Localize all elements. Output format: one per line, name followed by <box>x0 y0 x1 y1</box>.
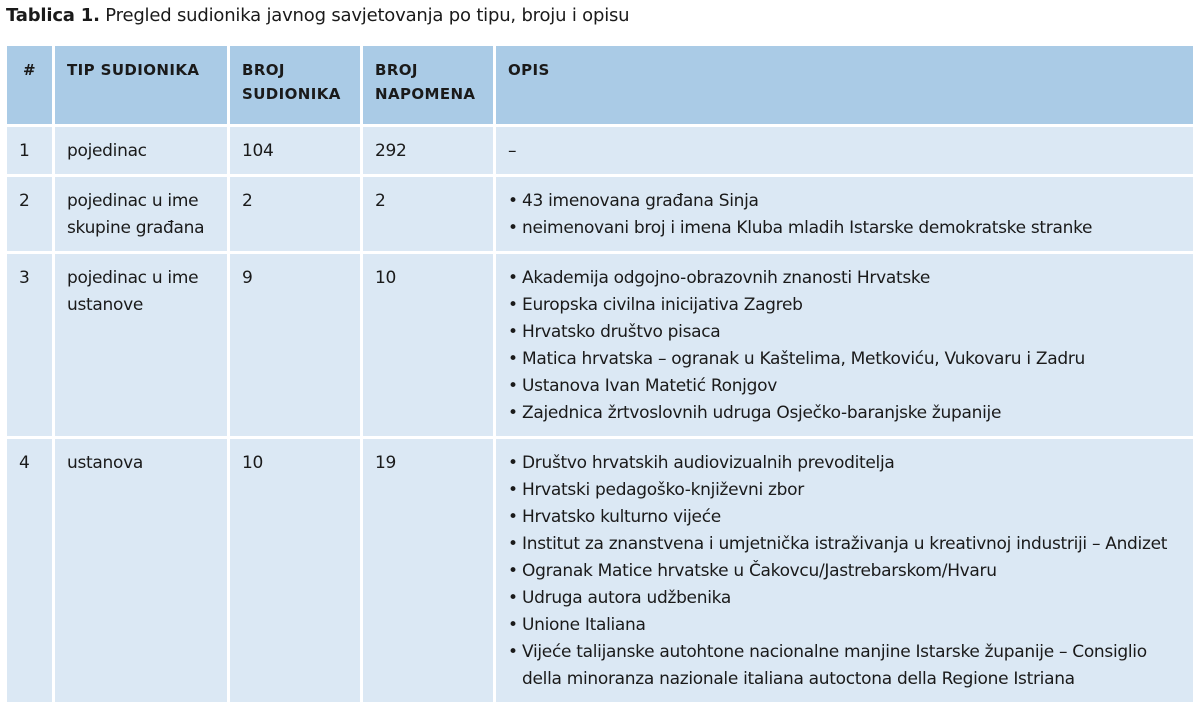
list-item: • Akademija odgojno-obrazovnih znanosti Hrvatske <box>508 265 1183 292</box>
cell-broj-sudionika: 10 <box>230 439 360 702</box>
table-body <box>7 127 1193 702</box>
list-item: • neimenovani broj i imena Kluba mladih Istarske demokratske stranke <box>508 215 1183 242</box>
cell-broj-sudionika: 9 <box>230 254 360 436</box>
cell-broj-sudionika: 2 <box>230 177 360 251</box>
cell-num: 2 <box>7 177 52 251</box>
cell-tip: pojedinac <box>55 127 227 174</box>
cell-broj-napomena: 292 <box>363 127 493 174</box>
opis-list <box>508 188 1183 242</box>
table-header <box>7 46 1193 124</box>
cell-opis <box>496 439 1193 702</box>
list-item: • Hrvatsko kulturno vijeće <box>508 504 1183 531</box>
opis-list <box>508 450 1183 693</box>
table-caption <box>6 4 629 28</box>
list-item: • Društvo hrvatskih audiovizualnih prevoditelja <box>508 450 1183 477</box>
table-row <box>7 254 1193 436</box>
header-row <box>7 46 1193 124</box>
cell-tip: ustanova <box>55 439 227 702</box>
list-item: • Matica hrvatska – ogranak u Kaštelima, Metkoviću, Vukovaru i Zadru <box>508 346 1183 373</box>
list-item: • Hrvatsko društvo pisaca <box>508 319 1183 346</box>
list-item: • Zajednica žrtvoslovnih udruga Osječko-baranjske županije <box>508 400 1183 427</box>
cell-opis <box>496 177 1193 251</box>
cell-broj-napomena: 2 <box>363 177 493 251</box>
header-broj-napomena: BROJ NAPOMENA <box>363 46 493 124</box>
cell-opis: – <box>496 127 1193 174</box>
participants-table <box>4 43 1196 705</box>
cell-num: 4 <box>7 439 52 702</box>
cell-broj-napomena: 10 <box>363 254 493 436</box>
list-item: • Unione Italiana <box>508 612 1183 639</box>
table-row <box>7 127 1193 174</box>
list-item: • Hrvatski pedagoško-književni zbor <box>508 477 1183 504</box>
table-row <box>7 439 1193 702</box>
header-num: # <box>7 46 52 124</box>
caption-label: Tablica 1. <box>6 5 100 26</box>
list-item: • 43 imenovana građana Sinja <box>508 188 1183 215</box>
header-tip: TIP SUDIONIKA <box>55 46 227 124</box>
header-opis: OPIS <box>496 46 1193 124</box>
header-broj-sudionika: BROJ SUDIONIKA <box>230 46 360 124</box>
cell-tip: pojedinac u ime ustanove <box>55 254 227 436</box>
cell-num: 3 <box>7 254 52 436</box>
opis-list <box>508 265 1183 427</box>
cell-opis <box>496 254 1193 436</box>
list-item: • Udruga autora udžbenika <box>508 585 1183 612</box>
list-item: • Ogranak Matice hrvatske u Čakovcu/Jastrebarskom/Hvaru <box>508 558 1183 585</box>
cell-broj-napomena: 19 <box>363 439 493 702</box>
list-item: • Institut za znanstvena i umjetnička istraživanja u kreativnoj industriji – Andizet <box>508 531 1183 558</box>
table-row <box>7 177 1193 251</box>
cell-broj-sudionika: 104 <box>230 127 360 174</box>
list-item: • Europska civilna inicijativa Zagreb <box>508 292 1183 319</box>
cell-tip: pojedinac u ime skupine građana <box>55 177 227 251</box>
cell-num: 1 <box>7 127 52 174</box>
list-item: • Ustanova Ivan Matetić Ronjgov <box>508 373 1183 400</box>
list-item: • Vijeće talijanske autohtone nacionalne manjine Istarske županije – Consiglio della minoranza nazionale italiana autoctona della Regione Istriana <box>508 639 1183 693</box>
caption-text: Pregled sudionika javnog savjetovanja po tipu, broju i opisu <box>99 5 630 26</box>
